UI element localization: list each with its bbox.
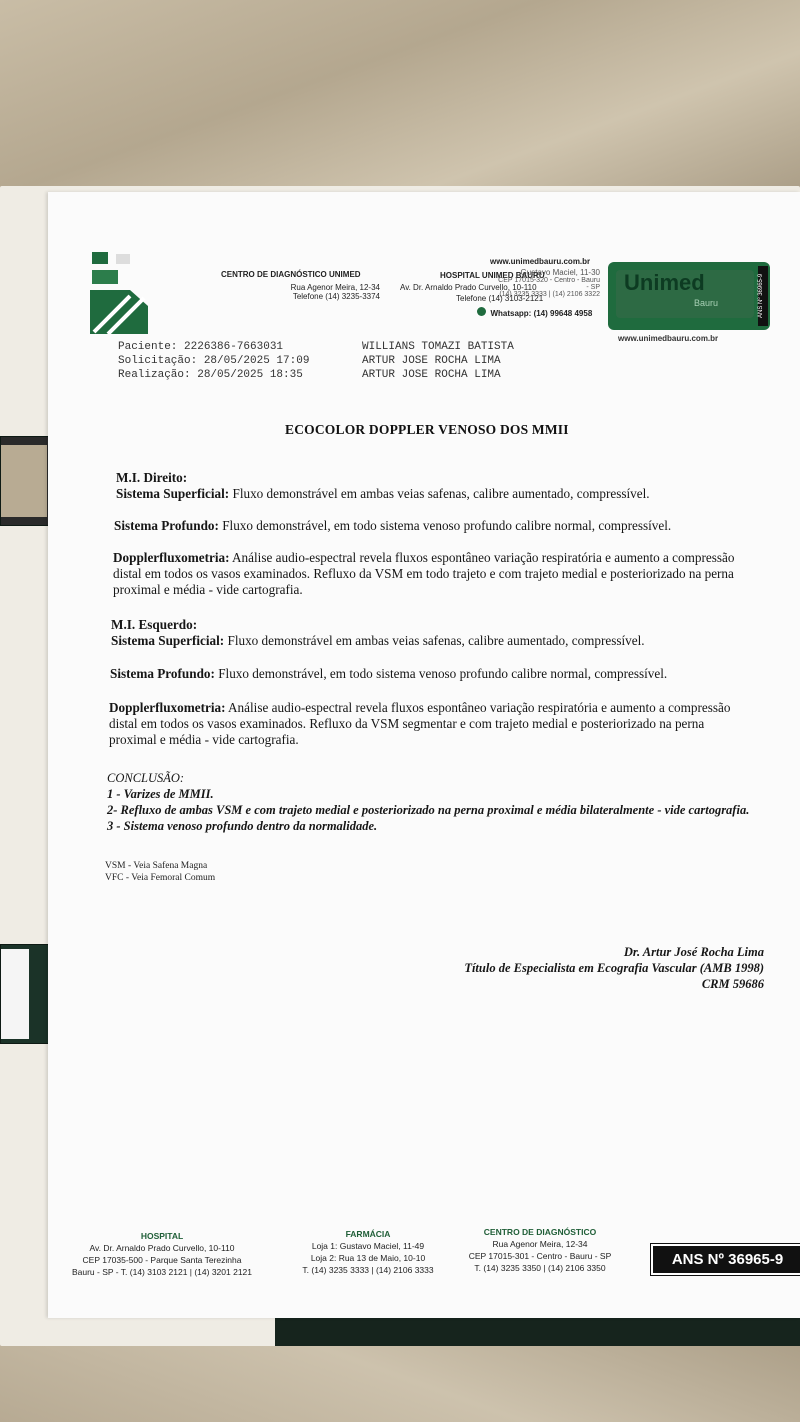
hospital-title: HOSPITAL UNIMED BAURU	[440, 271, 545, 280]
centro-title: CENTRO DE DIAGNÓSTICO UNIMED	[221, 270, 361, 279]
footer-farmacia: FARMÁCIA Loja 1: Gustavo Maciel, 11-49 Loja 2: Rua 13 de Maio, 10-10 T. (14) 3235 3333 | (14) 2106 3333	[302, 1229, 434, 1275]
footer-centro: CENTRO DE DIAGNÓSTICO Rua Agenor Meira, 12-34 CEP 17015-301 - Centro - Bauru - SP T. (14) 3235 3350 | (14) 2106 3350	[468, 1227, 612, 1273]
hospital-address: Av. Dr. Arnaldo Prado Curvello, 10-110	[400, 283, 537, 292]
conclusion	[107, 770, 767, 834]
stone-background-top	[0, 0, 800, 200]
right-leg-heading: M.I. Direito:	[116, 470, 188, 485]
ans-badge: ANS Nº 36965-9	[651, 1244, 800, 1275]
whatsapp-icon	[477, 307, 486, 316]
exam-date: Realização: 28/05/2025 18:35	[118, 369, 303, 381]
patient-name: WILLIANS TOMAZI BATISTA	[362, 341, 514, 353]
ans-vertical-tag: ANS Nº 36965-9	[758, 266, 768, 326]
right-superficial: Sistema Superficial: Fluxo demonstrável em ambas veias safenas, calibre aumentado, compressível.	[116, 486, 650, 501]
doctor-title: Título de Especialista em Ecografia Vascular (AMB 1998)	[464, 961, 764, 975]
signature-block	[464, 944, 764, 992]
request-date: Solicitação: 28/05/2025 17:09	[118, 355, 310, 367]
left-superficial: Sistema Superficial: Fluxo demonstrável em ambas veias safenas, calibre aumentado, compressível.	[111, 633, 645, 648]
hospital-phone: Telefone (14) 3103-2121	[456, 294, 544, 303]
centro-address-block	[276, 283, 380, 301]
left-leg-heading: M.I. Esquerdo:	[111, 617, 198, 632]
doctor-name: Dr. Artur José Rocha Lima	[623, 945, 764, 959]
patient-values	[362, 340, 514, 382]
performing-doctor: ARTUR JOSE ROCHA LIMA	[362, 369, 501, 381]
left-deep: Sistema Profundo: Fluxo demonstrável, em todo sistema venoso profundo calibre normal, compressível.	[110, 666, 668, 681]
brand-city: Bauru	[694, 298, 719, 308]
patient-labels	[118, 340, 309, 382]
website-top[interactable]: www.unimedbauru.com.br	[490, 257, 591, 266]
unimed-logo-icon	[90, 246, 148, 334]
website-bottom[interactable]: www.unimedbauru.com.br	[618, 334, 719, 343]
conclusion-item: 1 - Varizes de MMII.	[107, 787, 214, 801]
patient-id: Paciente: 2226386-7663031	[118, 341, 284, 353]
brand-name: Unimed	[624, 270, 705, 295]
conclusion-item: 3 - Sistema venoso profundo dentro da normalidade.	[107, 819, 378, 833]
centro-address: Rua Agenor Meira, 12-34	[290, 283, 380, 292]
right-doppler: Dopplerfluxometria: Análise audio-espectral revela fluxos espontâneo variação respiratória e aumento a compressão distal em todos os vasos examinados. Refluxo da VSM em todo trajeto e com trajeto medial e posteriorizado na perna proximal e média - vide cartografia.	[113, 550, 735, 597]
unimed-brand-box	[608, 262, 770, 330]
whatsapp-line: Whatsapp: (14) 99648 4958	[477, 303, 592, 321]
exam-title: ECOCOLOR DOPPLER VENOSO DOS MMII	[285, 422, 569, 437]
centro-phone: Telefone (14) 3235-3374	[292, 292, 380, 301]
centro-header	[221, 270, 361, 279]
right-deep: Sistema Profundo: Fluxo demonstrável, em todo sistema venoso profundo calibre normal, compressível.	[114, 518, 672, 533]
requesting-doctor: ARTUR JOSE ROCHA LIMA	[362, 355, 501, 367]
abbreviations: VSM - Veia Safena Magna VFC - Veia Femoral Comum	[105, 861, 216, 883]
doctor-crm: CRM 59686	[701, 977, 764, 991]
left-doppler: Dopplerfluxometria: Análise audio-espectral revela fluxos espontâneo variação respiratória e aumento a compressão distal em todos os vasos examinados. Refluxo da VSM segmentar e com trajeto medial e posteriorizado na perna proximal e média - vide cartografia.	[109, 700, 731, 747]
overlay-address: Gustavo Maciel, 11-30 CEP 17015-320 - Centro - Bauru - SP (14) 3235 3333 | (14) 2106 3322	[498, 268, 600, 298]
conclusion-heading: CONCLUSÃO:	[107, 771, 185, 785]
footer-hospital: HOSPITAL Av. Dr. Arnaldo Prado Curvello, 10-110 CEP 17035-500 - Parque Santa Terezinha Bauru - SP - T. (14) 3103 2121 | (14) 3201 2121	[71, 1231, 253, 1277]
conclusion-item: 2- Refluxo de ambas VSM e com trajeto medial e posteriorizado na perna proximal e média bilateralmente - vide cartografia.	[107, 803, 750, 817]
